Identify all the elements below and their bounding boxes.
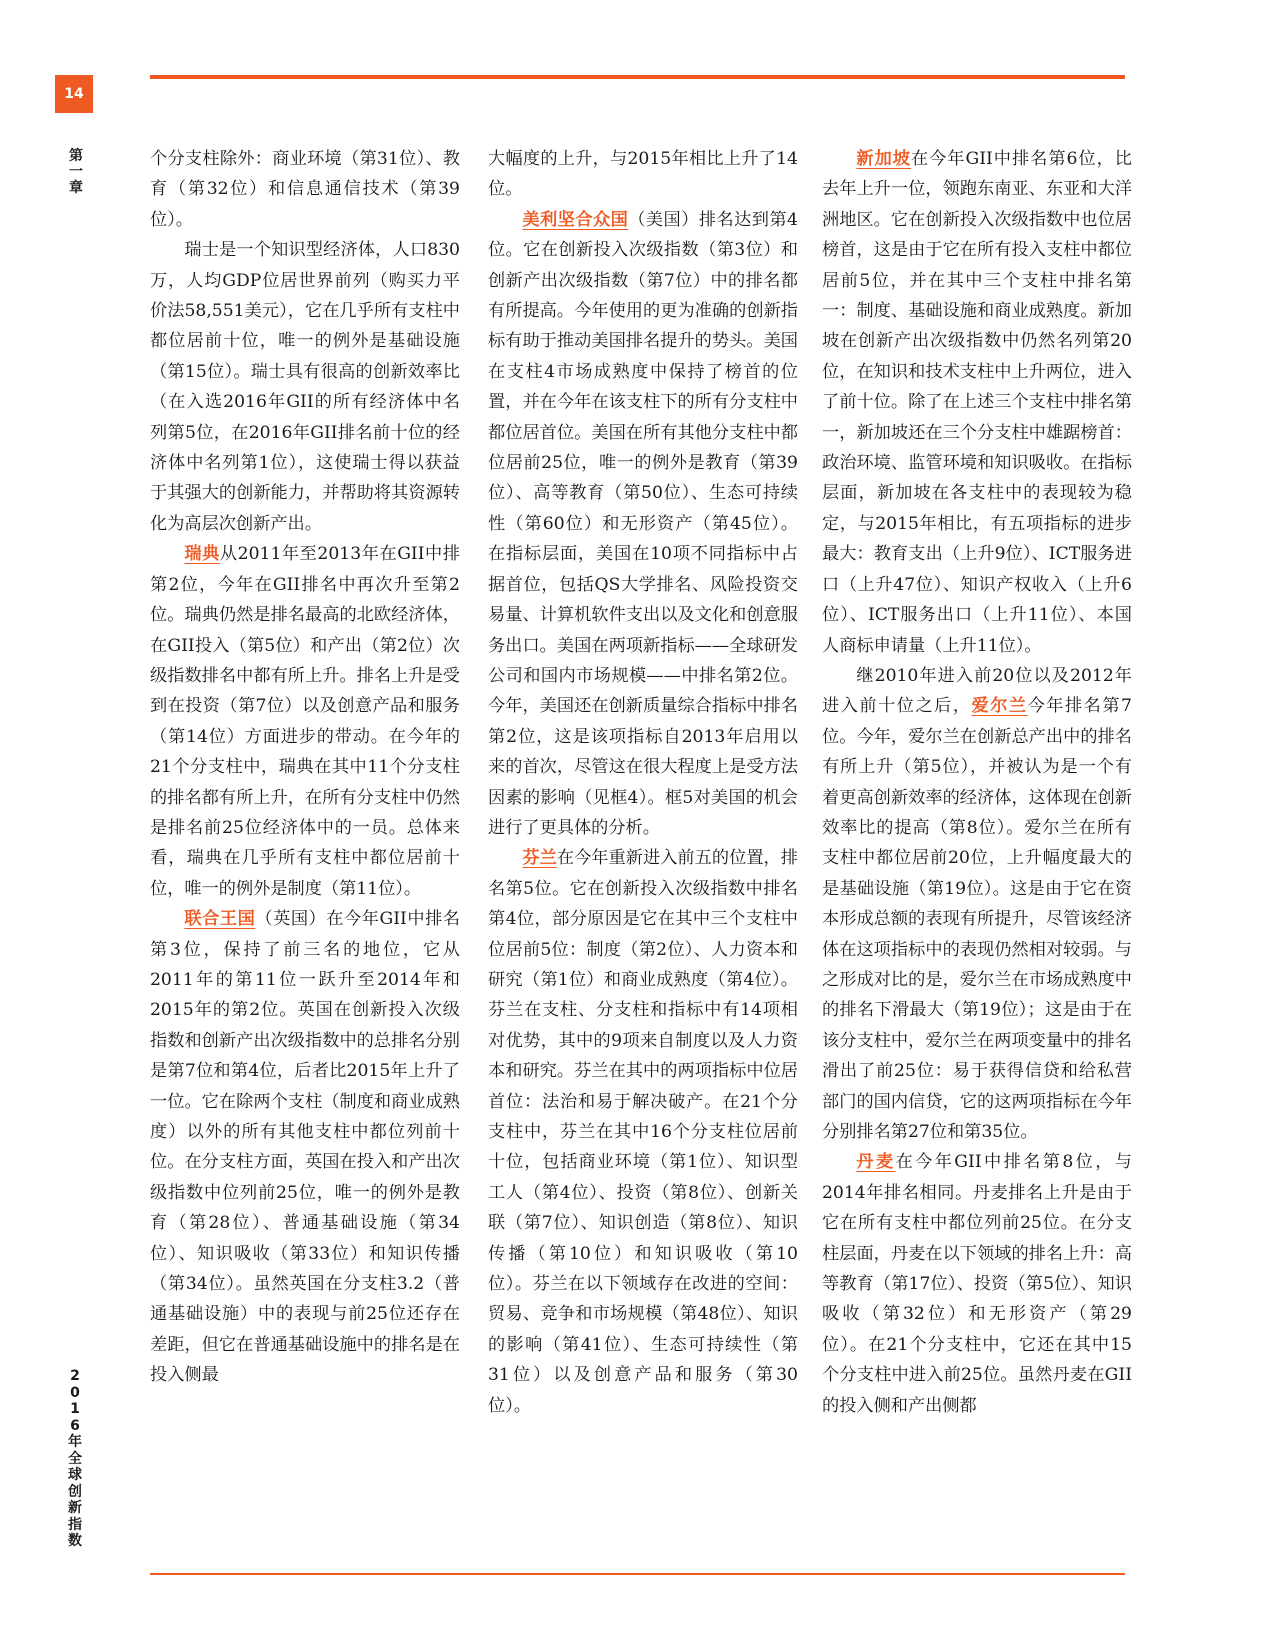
paragraph: 个分支柱除外：商业环境（第31位）、教育（第32位）和信息通信技术（第39位）。 bbox=[150, 149, 460, 230]
country-name-ireland: 爱尔兰 bbox=[971, 696, 1028, 717]
top-rule bbox=[150, 75, 1125, 79]
chapter-label: 第一章 bbox=[69, 148, 83, 196]
country-name-finland: 芬兰 bbox=[522, 848, 557, 869]
paragraph: 瑞士是一个知识型经济体，人口830万，人均GDP位居世界前列（购买力平价法58,551美元），它在几乎所有支柱中都位居前十位，唯一的例外是基础设施（第15位）。瑞士具有很高的创新效率比（在入选2016年GII的所有经济体中名列第5位，在2016年GII排名前十位的经济体中名列第1位），这使瑞士得以获益于其强大的创新能力，并帮助将其资源转化为高层次创新产出。 bbox=[150, 240, 460, 534]
paragraph-sweden bbox=[150, 539, 460, 904]
paragraph-text: 继2010年进入前20位以及2012年进入前十位之后， bbox=[822, 665, 1132, 717]
country-name-usa: 美利坚合众国 bbox=[522, 209, 629, 230]
paragraph-uk bbox=[150, 904, 460, 1391]
paragraph-usa bbox=[488, 205, 798, 844]
paragraph-text: （美国）排名达到第4位。它在创新投入次级指数（第3位）和创新产出次级指数（第7位）中的排名都有所提高。今年使用的更为准确的创新指标有助于推动美国排名提升的势头。美国在支柱4市场成熟度中保持了榜首的位置，并在今年在该支柱下的所有分支柱中都位居首位。美国在所有其他分支柱中都位居前25位，唯一的例外是教育（第39位）、高等教育（第50位）、生态可持续性（第60位）和无形资产（第45位）。在指标层面，美国在10项不同指标中占据首位，包括QS大学排名、风险投资交易量、计算机软件支出以及文化和创意服务出口。美国在两项新指标——全球研发公司和国内市场规模——中排名第2位。今年，美国还在创新质量综合指标中排名第2位，这是该项指标自2013年启用以来的首次，尽管这在很大程度上是受方法因素的影响（见框4）。框5对美国的机会进行了更具体的分析。 bbox=[488, 209, 798, 838]
paragraph-text: 在今年GII中排名第6位，比去年上升一位，领跑东南亚、东亚和大洋洲地区。它在创新投入次级指数中也位居榜首，这是由于它在所有投入支柱中都位居前5位，并在其中三个支柱中排名第一：制度、基础设施和商业成熟度。新加坡在创新产出次级指数中仍然名列第20位，在知识和技术支柱中上升两位，进入了前十位。除了在上述三个支柱中排名第一，新加坡还在三个分支柱中雄踞榜首：政治环境、监管环境和知识吸收。在指标层面，新加坡在各支柱中的表现较为稳定，与2015年相比，有五项指标的进步最大：教育支出（上升9位）、ICT服务进口（上升47位）、知识产权收入（上升6位）、ICT服务出口（上升11位）、本国人商标申请量（上升11位）。 bbox=[822, 149, 1132, 656]
paragraph: 大幅度的上升，与2015年相比上升了14位。 bbox=[488, 149, 798, 200]
text-column-1 bbox=[150, 144, 460, 1391]
paragraph-finland bbox=[488, 843, 798, 1421]
paragraph-text: 在今年GII中排名第8位，与2014年排名相同。丹麦排名上升是由于它在所有支柱中都位列前25位。在分支柱层面，丹麦在以下领域的排名上升：高等教育（第17位）、投资（第5位）、知识吸收（第32位）和无形资产（第29位）。在21个分支柱中，它还在其中15个分支柱中进入前25位。虽然丹麦在GII的投入侧和产出侧都 bbox=[822, 1152, 1132, 1416]
paragraph-text: 从2011年至2013年在GII中排第2位，今年在GII排名中再次升至第2位。瑞典仍然是排名最高的北欧经济体，在GII投入（第5位）和产出（第2位）次级指数排名中都有所上升。排名上升是受到在投资（第7位）以及创意产品和服务（第14位）方面进步的带动。在今年的21个分支柱中，瑞典在其中11个分支柱的排名都有所上升，在所有分支柱中仍然是排名前25位经济体中的一员。总体来看，瑞典在几乎所有支柱中都位居前十位，唯一的例外是制度（第11位）。 bbox=[150, 544, 460, 899]
country-name-sweden: 瑞典 bbox=[184, 544, 220, 565]
text-column-3 bbox=[822, 144, 1132, 1421]
paragraph-text: 今年排名第7位。今年，爱尔兰在创新总产出中的排名有所上升（第5位），并被认为是一个有着更高创新效率的经济体，这体现在创新效率比的提高（第8位）。爱尔兰在所有支柱中都位居前20位，上升幅度最大的是基础设施（第19位）。这是由于它在资本形成总额的表现有所提升，尽管该经济体在这项指标中的表现仍然相对较弱。与之形成对比的是，爱尔兰在市场成熟度中的排名下滑最大（第19位）；这是由于在该分支柱中，爱尔兰在两项变量中的排名滑出了前25位：易于获得信贷和给私营部门的国内信贷，它的这两项指标在今年分别排名第27位和第35位。 bbox=[822, 696, 1132, 1142]
country-name-uk: 联合王国 bbox=[184, 909, 256, 930]
country-name-singapore: 新加坡 bbox=[856, 149, 911, 169]
paragraph-text: （英国）在今年GII中排名第3位，保持了前三名的地位，它从2011年的第11位一跃升至2014年和2015年的第2位。英国在创新投入次级指数和创新产出次级指数中的总排名分别是第7位和第4位，后者比2015年上升了一位。它在除两个支柱（制度和商业成熟度）以外的所有其他支柱中都位列前十位。在分支柱方面，英国在投入和产出次级指数中位列前25位，唯一的例外是教育（第28位）、普通基础设施（第34位）、知识吸收（第33位）和知识传播（第34位）。虽然英国在分支柱3.2（普通基础设施）中的表现与前25位还存在差距，但它在普通基础设施中的排名是在投入侧最 bbox=[150, 909, 460, 1386]
report-title-vertical: 2016年全球创新指数 bbox=[68, 1368, 82, 1549]
paragraph-ireland bbox=[822, 661, 1132, 1148]
text-column-2 bbox=[488, 144, 798, 1421]
paragraph-denmark bbox=[822, 1147, 1132, 1421]
paragraph-text: 在今年重新进入前五的位置，排名第5位。它在创新投入次级指数中排名第4位，部分原因是它在其中三个支柱中位居前5位：制度（第2位）、人力资本和研究（第1位）和商业成熟度（第4位）。芬兰在支柱、分支柱和指标中有14项相对优势，其中的9项来自制度以及人力资本和研究。芬兰在其中的两项指标中位居首位：法治和易于解决破产。在21个分支柱中，芬兰在其中16个分支柱位居前十位，包括商业环境（第1位）、知识型工人（第4位）、投资（第8位）、创新关联（第7位）、知识创造（第8位）、知识传播（第10位）和知识吸收（第10位）。芬兰在以下领域存在改进的空间：贸易、竞争和市场规模（第48位）、知识的影响（第41位）、生态可持续性（第31位）以及创意产品和服务（第30位）。 bbox=[488, 848, 798, 1416]
page-number-badge: 14 bbox=[55, 75, 93, 113]
country-name-denmark: 丹麦 bbox=[856, 1152, 896, 1173]
bottom-rule bbox=[150, 1573, 1125, 1575]
paragraph-singapore bbox=[822, 144, 1132, 661]
